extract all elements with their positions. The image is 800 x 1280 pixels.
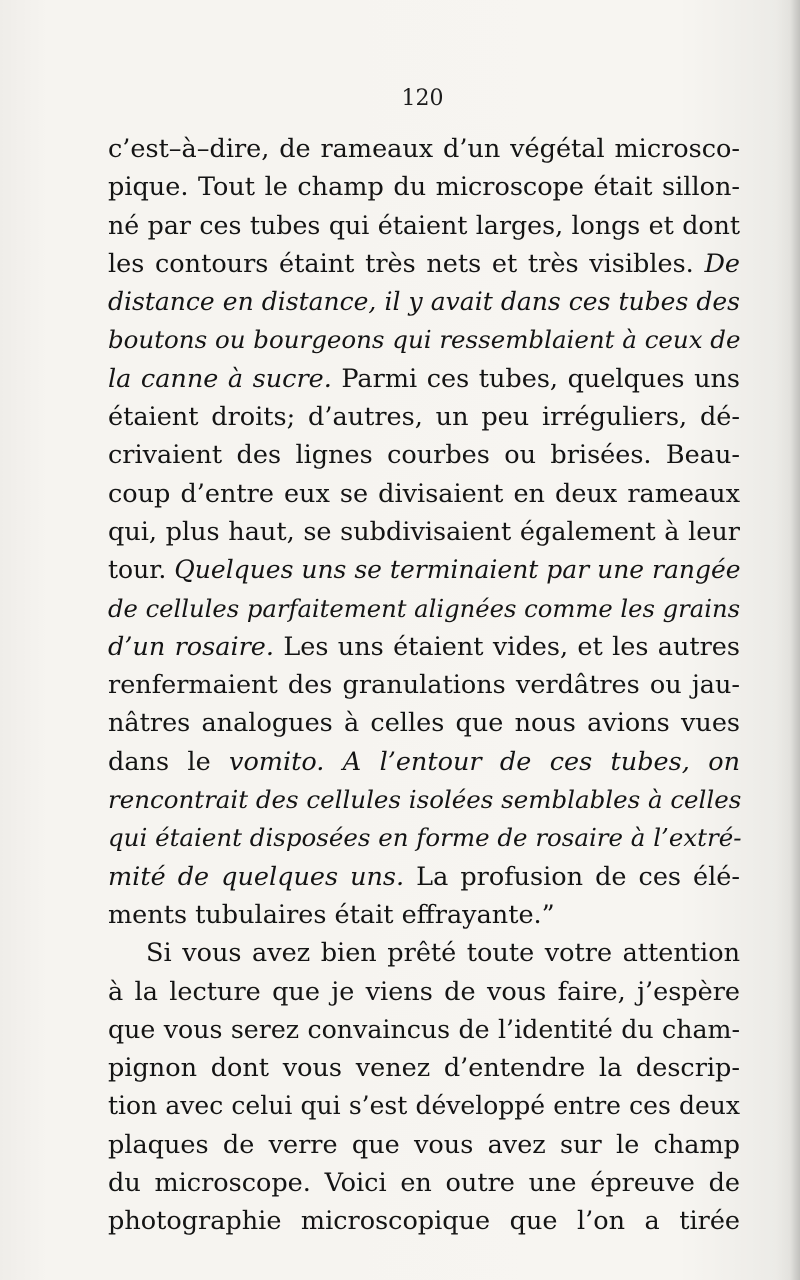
text-line — [108, 436, 740, 474]
text-line — [108, 283, 740, 321]
roman-text: Parmi ces tubes, quelques uns — [331, 363, 740, 394]
roman-text: pignon dont vous venez d’entendre la descrip- — [108, 1053, 740, 1084]
roman-text: photographie microscopique que l’on a tirée — [108, 1206, 740, 1237]
italic-text: Quelques uns se terminaient par une rangée — [174, 555, 741, 585]
body-text — [108, 130, 740, 1241]
text-line — [108, 360, 740, 398]
italic-text: boutons ou bourgeons qui ressemblaient à ceux de — [108, 325, 741, 355]
text-line — [108, 590, 740, 628]
text-line — [108, 245, 740, 283]
page-edge-shadow — [790, 0, 800, 1280]
text-line — [108, 321, 740, 359]
roman-text: nâtres analogues à celles que nous avions vues — [108, 708, 740, 739]
text-line — [108, 781, 740, 819]
roman-text: du microscope. Voici en outre une épreuve de — [108, 1168, 740, 1199]
text-line — [108, 704, 740, 742]
italic-text: De — [704, 248, 740, 279]
text-line — [108, 1126, 740, 1164]
roman-text: c’est–à–dire, de rameaux d’un végétal microsco- — [108, 134, 740, 164]
text-line — [108, 1049, 740, 1087]
text-line — [108, 896, 740, 934]
roman-text: ments tubulaires était effrayante.” — [108, 899, 555, 930]
text-line — [108, 819, 740, 857]
text-line — [108, 513, 740, 551]
italic-text: mité de quelques uns. — [108, 861, 405, 892]
text-line — [108, 973, 740, 1011]
text-line — [108, 628, 740, 666]
text-line — [108, 551, 740, 589]
text-line — [108, 207, 740, 245]
italic-text: vomito. A l’entour de ces tubes, on — [229, 746, 740, 777]
text-line — [108, 858, 740, 896]
roman-text: crivaient des lignes courbes ou brisées. Beau- — [108, 440, 740, 471]
roman-text: Les uns étaient vides, et les autres — [274, 631, 740, 662]
text-line — [108, 743, 740, 781]
roman-text: à la lecture que je viens de vous faire, j’espère — [108, 976, 740, 1007]
roman-text: pique. Tout le champ du microscope était sillon- — [108, 172, 740, 203]
text-line — [108, 1164, 740, 1202]
text-line — [108, 130, 740, 168]
roman-text: qui, plus haut, se subdivisaient également à leur — [108, 516, 740, 547]
roman-text: que vous serez convaincus de l’identité du cham- — [108, 1014, 740, 1044]
roman-text: tion avec celui qui s’est développé entre ces deux — [108, 1091, 740, 1121]
text-line — [108, 1011, 740, 1049]
roman-text: dans le — [108, 746, 230, 777]
text-line — [108, 1087, 740, 1125]
roman-text: plaques de verre que vous avez sur le champ — [108, 1129, 740, 1160]
roman-text: La profusion de ces élé- — [404, 861, 740, 892]
italic-text: la canne à sucre. — [108, 363, 332, 394]
page-number: 120 — [401, 86, 444, 111]
text-line — [108, 168, 740, 206]
text-line — [108, 398, 740, 436]
roman-text: coup d’entre eux se divisaient en deux rameaux — [108, 478, 740, 509]
text-line — [108, 934, 740, 972]
roman-text: né par ces tubes qui étaient larges, longs et dont — [108, 210, 740, 240]
roman-text: les contours étaint très nets et très visibles. — [108, 248, 705, 279]
text-line — [108, 475, 740, 513]
italic-text: distance en distance, il y avait dans ces tubes des — [108, 287, 740, 317]
text-line — [108, 1202, 740, 1240]
roman-text: tour. — [108, 555, 175, 585]
italic-text: qui étaient disposées en forme de rosaire à l’extré- — [108, 823, 742, 853]
text-line — [108, 666, 740, 704]
italic-text: de cellules parfaitement alignées comme les grains — [108, 593, 741, 623]
roman-text: étaient droits; d’autres, un peu irréguliers, dé- — [108, 402, 740, 433]
roman-text: renfermaient des granulations verdâtres ou jau- — [108, 670, 740, 701]
italic-text: rencontrait des cellules isolées semblables à celles — [108, 785, 742, 815]
italic-text: d’un rosaire. — [108, 631, 274, 662]
roman-text: Si vous avez bien prêté toute votre attention — [146, 938, 740, 969]
